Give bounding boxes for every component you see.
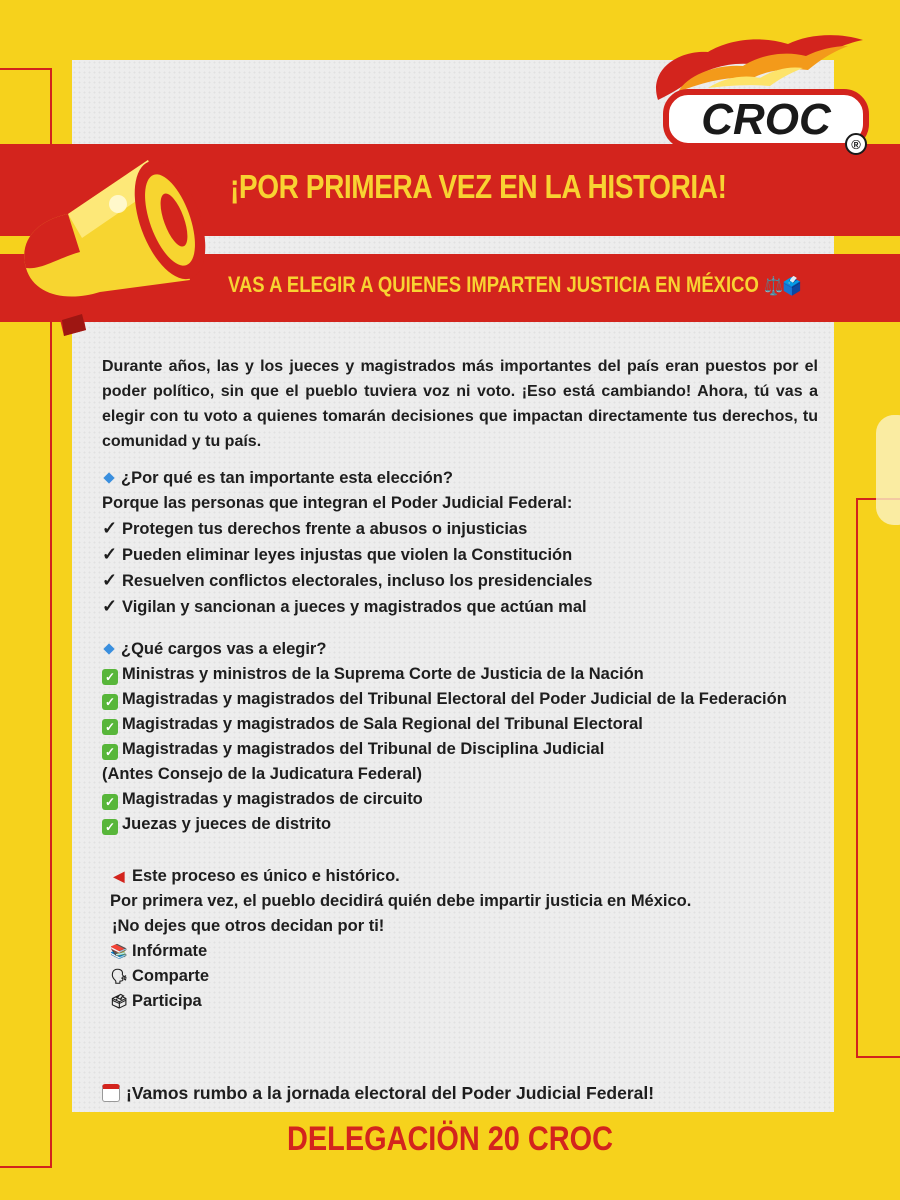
green-check-icon: ✓ xyxy=(102,794,118,810)
positions-note: (Antes Consejo de la Judicatura Federal) xyxy=(102,765,422,783)
blue-diamond-icon xyxy=(103,643,114,654)
list-item: ✓ Magistradas y magistrados del Tribunal de Disciplina Judicial xyxy=(102,737,818,762)
check-mark-icon: ✓ xyxy=(102,544,118,564)
process-line-1: ◀ Este proceso es único e histórico. xyxy=(110,864,826,889)
check-mark-icon: ✓ xyxy=(102,518,118,538)
logo-wordmark: CROC xyxy=(701,95,831,144)
positions-section xyxy=(102,637,818,837)
list-item: ✓ Protegen tus derechos frente a abusos o injusticias xyxy=(102,516,818,542)
ballot-box-icon: 🗳 xyxy=(110,993,128,1009)
action-item: 🗳 Participa xyxy=(110,989,826,1014)
why-lead: Porque las personas que integran el Poder Judicial Federal: xyxy=(102,494,573,512)
green-check-icon: ✓ xyxy=(102,819,118,835)
positions-question: ¿Qué cargos vas a elegir? xyxy=(102,637,818,662)
croc-logo xyxy=(648,30,878,160)
process-line-2: Por primera vez, el pueblo decidirá quién debe impartir justicia en México. xyxy=(110,892,692,910)
why-question: ¿Por qué es tan importante esta elección? xyxy=(102,466,818,491)
why-section xyxy=(102,466,818,620)
action-item: 🗣 Comparte xyxy=(110,964,826,989)
decorative-frame-right xyxy=(856,498,900,1058)
process-section xyxy=(110,864,826,1014)
green-check-icon: ✓ xyxy=(102,669,118,685)
books-icon: 📚 xyxy=(110,943,128,959)
subheadline-text: VAS A ELEGIR A QUIENES IMPARTEN JUSTICIA EN MÉXICO xyxy=(228,272,759,297)
list-item: ✓ Juezas y jueces de distrito xyxy=(102,812,818,837)
registered-mark: ® xyxy=(851,137,861,152)
list-item: ✓ Pueden eliminar leyes injustas que violen la Constitución xyxy=(102,542,818,568)
list-item: ✓ Resuelven conflictos electorales, incluso los presidenciales xyxy=(102,568,818,594)
megaphone-icon xyxy=(8,140,218,350)
footer-delegation: DELEGACIÖN 20 CROC xyxy=(287,1120,613,1158)
intro-paragraph: Durante años, las y los jueces y magistrados más importantes del país eran puestos por el poder político, sin que el pueblo tuviera voz ni voto. ¡Eso está cambiando! Ahora, tú vas a elegir con tu voto a quienes tomarán decisiones que impactan directamente tus derechos, tu comunidad y tu país. xyxy=(102,358,818,450)
action-item: 📚 Infórmate xyxy=(110,939,826,964)
list-item: ✓ Magistradas y magistrados de Sala Regional del Tribunal Electoral xyxy=(102,712,818,737)
green-check-icon: ✓ xyxy=(102,744,118,760)
speaking-head-icon: 🗣 xyxy=(110,968,128,984)
calendar-icon xyxy=(102,1084,120,1102)
list-item: ✓ Ministras y ministros de la Suprema Corte de Justicia de la Nación xyxy=(102,662,818,687)
list-item: ✓ Magistradas y magistrados del Tribunal Electoral del Poder Judicial de la Federación xyxy=(102,687,818,712)
scales-ballot-icons: ⚖️🗳️ xyxy=(763,276,802,296)
process-line-3: ¡No dejes que otros decidan por ti! xyxy=(112,917,385,935)
list-item: ✓ Magistradas y magistrados de circuito xyxy=(102,787,818,812)
green-check-icon: ✓ xyxy=(102,719,118,735)
decorative-side-tab xyxy=(876,415,900,525)
subheadline xyxy=(228,272,802,298)
list-item: ✓ Vigilan y sancionan a jueces y magistrados que actúan mal xyxy=(102,594,818,620)
closing-line: ¡Vamos rumbo a la jornada electoral del Poder Judicial Federal! xyxy=(102,1083,654,1104)
megaphone-small-icon: ◀ xyxy=(113,868,125,884)
check-mark-icon: ✓ xyxy=(102,570,118,590)
green-check-icon: ✓ xyxy=(102,694,118,710)
blue-diamond-icon xyxy=(103,472,114,483)
headline: ¡POR PRIMERA VEZ EN LA HISTORIA! xyxy=(230,168,727,205)
check-mark-icon: ✓ xyxy=(102,596,118,616)
